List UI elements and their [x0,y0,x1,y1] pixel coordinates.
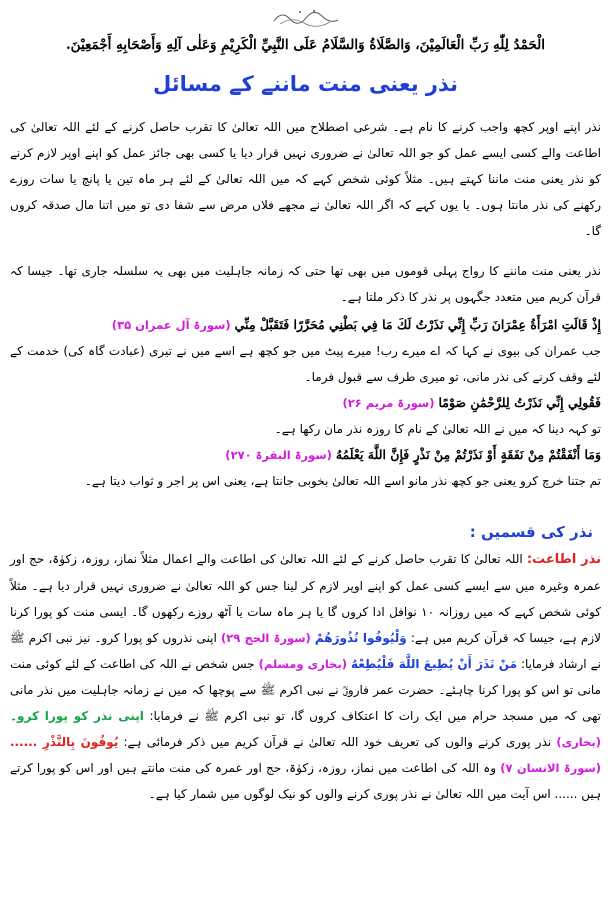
verse-3-ref: (سورۃ البقرۃ ۲۷۰) [225,448,332,462]
verse-2-ref: (سورۃ مریم ۲۶) [342,396,435,410]
verse-1-translation: جب عمران کی بیوی نے کہا کہ اے میرے رب! میرے پیٹ میں جو کچھ ہے اسے میں نے تیری (عبادت گاہ کی) خدمت کے لئے وقف کرنے کی نذر مانی، تو میری طرف سے قبول فرما۔ [10,344,601,384]
intro-paragraph-1: نذر اپنے اوپر کچھ واجب کرنے کا نام ہے۔ شرعی اصطلاح میں اللہ تعالیٰ کا تقرب حاصل کرنے کے لئے اللہ تعالیٰ کی اطاعت والے کسی ایسے عمل کو جو اللہ تعالیٰ نے ضروری نہیں قرار دیا یا کسی بھی جائز عمل کو اپنے اوپر لازم کرنے کو نذر یعنی منت ماننا کہتے ہیں۔ مثلاً کوئی شخص کہے کہ میں اللہ تعالیٰ کے لئے ہر ماہ تین یا پانچ یا سات روزے رکھنے کی نذر مانتا ہوں۔ یا یوں کہے کہ اگر اللہ تعالیٰ نے مجھے فلاں مرض سے شفا دی تو میں اتنا مال صدقہ کروں گا۔ [10,120,601,238]
obedience-text-c: جس شخص نے اللہ کی اطاعت کے لئے کوئی منت مانی تو اس کو پورا کرنا چاہئے۔ حضرت عمر فاروقؓ نے نبی اکرم ﷺ سے پوچھا کہ میں نے زمانہ جاہلیت میں نذر مانی تھی کہ میں مسجد حرام میں ایک رات کا اعتکاف کروں گا، تو نبی اکرم ﷺ نے فرمایا: [10,657,601,723]
inline-verse: وَلْيُوفُوا نُذُورَهُمْ [314,631,407,645]
verse-insan: يُوفُونَ بِالنَّذْرِ ...... [10,735,119,749]
verse-insan-ref: (سورۃ الانسان ۷) [500,761,601,775]
obedience-text-b: اپنی نذروں کو پورا کرو۔ نیز نبی اکرم ﷺ نے ارشاد فرمایا: [10,631,601,671]
verse-2-translation: تو کہہ دینا کہ میں نے اللہ تعالیٰ کے نام کا روزہ نذر مان رکھا ہے۔ [274,422,601,436]
opening-praise: الْحَمْدُ لِلّٰهِ رَبِّ الْعَالَمِيْنَ، وَالصَّلَاةُ وَالسَّلَامُ عَلَى النَّبِيِّ الْكَرِيْمِ وَعَلٰى آلِهِ وَأَصْحَابِهِ أَجْمَعِيْنَ. [65,37,546,53]
page-title: نذر یعنی منت ماننے کے مسائل [152,72,459,96]
verse-1-ref: (سورۃ آل عمران ۳۵) [111,318,231,332]
verse-2-arabic: فَقُولِي إِنِّي نَذَرْتُ لِلرَّحْمَٰنِ صَوْمًا [438,395,601,410]
verse-1 [10,312,601,338]
inline-verse-ref: (سورۃ الحج ۲۹) [220,631,311,645]
hadith-1: مَنْ نَذَرَ أَنْ يُطِيعَ اللَّهَ فَلْيُطِعْهُ [350,657,518,671]
verse-3-translation: تم جتنا خرچ کرو یعنی جو کچھ نذر مانو اسے اللہ تعالیٰ بخوبی جانتا ہے، یعنی اس پر اجر و ثواب دیتا ہے۔ [84,474,601,488]
intro-paragraph-2: نذر یعنی منت ماننے کا رواج پہلی قوموں میں بھی تھا حتی کہ زمانہ جاہلیت میں بھی یہ سلسلہ جاری تھا۔ جیسا کہ قرآن کریم میں متعدد جگہوں پر نذر کا ذکر ملتا ہے۔ [10,264,601,304]
obedience-text-a: اللہ تعالیٰ کا تقرب حاصل کرنے کے لئے اللہ تعالیٰ کی اطاعت والے اعمال مثلاً نماز، روزہ، زکوٰۃ، حج اور عمرہ وغیرہ میں سے ایسے کسی عمل کو اپنے اوپر لازم کر لینا جس کو اللہ تعالیٰ نے ضروری نہیں قرار دیا ہے۔ مثلاً کوئی شخص کہے کہ میں روزانہ ۱۰ نوافل ادا کروں گا یا ہر ماہ سات یا آٹھ روزے رکھوں گا۔ ایسی منت کو پورا کرنا لازم ہے، جیسا کہ قرآن کریم میں ہے: [10,552,601,645]
verse-3-arabic: وَمَا أَنْفَقْتُمْ مِنْ نَفَقَةٍ أَوْ نَذَرْتُمْ مِنْ نَذْرٍ فَإِنَّ اللَّهَ يَعْلَمُهُ [335,447,601,462]
bismillah-calligraphy-icon [270,6,342,28]
obedience-text-d: نذر پوری کرنے والوں کی تعریف خود اللہ تعالیٰ نے قرآن کریم میں ذکر فرمائی ہے: [123,735,552,749]
types-heading: نذر کی قسمیں : [469,523,593,541]
verse-3 [10,442,601,468]
verse-2 [10,390,601,416]
verse-1-arabic: إِذْ قَالَتِ امْرَأَةُ عِمْرَانَ رَبِّ إِنِّي نَذَرْتُ لَكَ مَا فِي بَطْنِي مُحَرَّرًا فَتَقَبَّلْ مِنِّي [234,317,601,332]
hadith-1-ref: (بخاری ومسلم) [258,657,347,671]
hadith-2: اپنی نذر کو پورا کرو۔ [10,709,144,723]
obedience-text-e: وہ اللہ کی اطاعت میں نماز، روزہ، زکوٰۃ، حج اور عمرہ کی منت مانتے ہیں اور اس کو پورا کرتے ہیں ...... اس آیت میں اللہ تعالیٰ نے نذر پوری کرنے والوں کو نیک لوگوں میں شمار کیا ہے۔ [10,761,601,801]
obedience-vow-section [10,546,601,807]
obedience-vow-subtitle: نذر اطاعت: [526,552,601,567]
hadith-2-ref: (بخاری) [556,735,601,749]
